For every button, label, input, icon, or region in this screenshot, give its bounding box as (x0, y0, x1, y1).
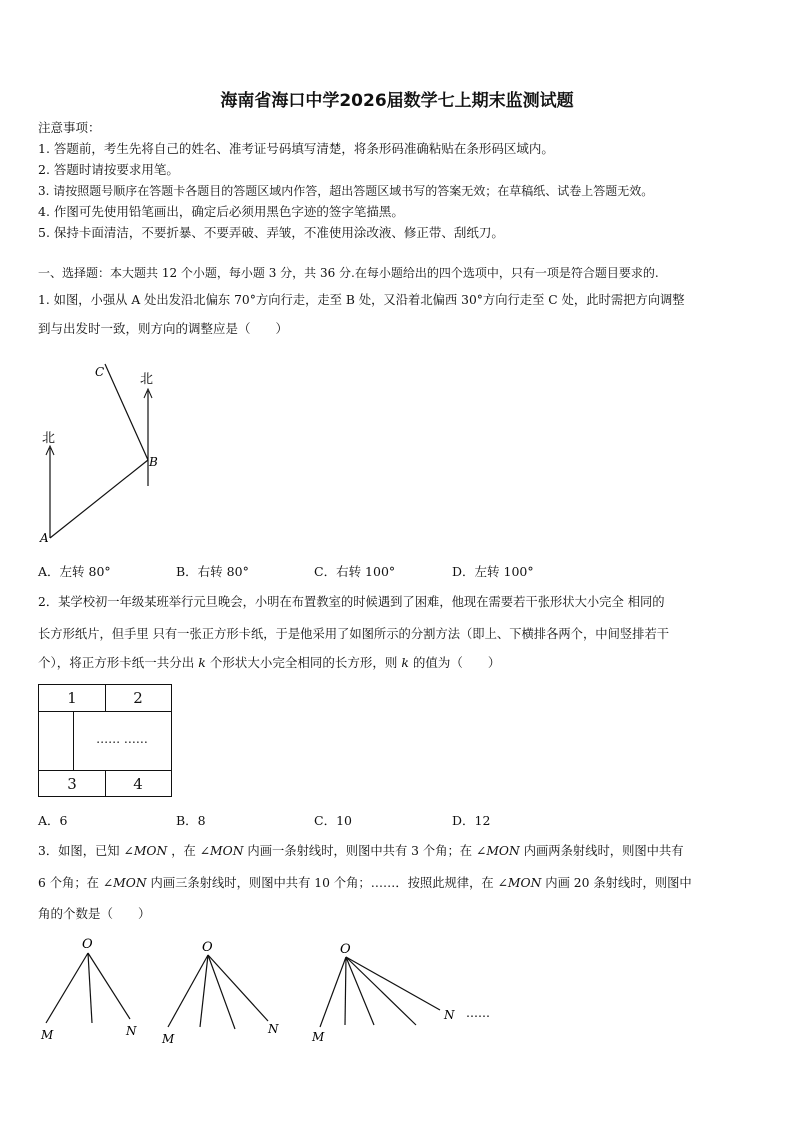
angle-mon: ∠MON (199, 844, 244, 858)
q2-option-b: B．8 (176, 813, 206, 828)
q3-text-line2 (38, 875, 692, 891)
q3-line1-part1: 3．如图，已知 (38, 844, 120, 858)
k-variable: k (198, 655, 206, 670)
q1-direction-figure (38, 358, 168, 548)
page-title: 海南省海口中学2026届数学七上期末监测试题 (220, 91, 574, 111)
q3-line1-part2: ，在 (171, 844, 196, 858)
ray-n-label: N (444, 1008, 455, 1022)
ray-m-label: M (41, 1028, 54, 1042)
rays-figure-1 (40, 937, 137, 1042)
q2-text-line1: 2．某学校初一年级某班举行元旦晚会，小明在布置教室的时候遇到了困难，他现在需要若干张形状大小完全 相同的 (38, 595, 665, 609)
grid-cell-3: 3 (67, 775, 77, 793)
grid-cell-2: 2 (133, 689, 143, 707)
point-b-label: B (149, 455, 158, 469)
point-c-label: C (95, 365, 105, 379)
q3-line2-part2: 内画三条射线时，则图中共有 10 个角；……．按照此规律，在 (150, 876, 494, 890)
q3-text-line3: 角的个数是（ ） (38, 906, 151, 921)
q1-option-a: A．左转 80° (38, 564, 111, 579)
q3-line1-part3: 内画一条射线时，则图中共有 3 个角；在 (247, 844, 473, 858)
ray-m-label: M (162, 1032, 175, 1046)
q2-option-a: A．6 (38, 813, 68, 828)
q3-line2-part1: 6 个角；在 (38, 876, 99, 890)
angle-mon: ∠MON (476, 844, 520, 858)
continuation-ellipsis: …… (466, 1006, 490, 1020)
notice-item-3: 3. 请按照题号顺序在答题卡各题目的答题区域内作答，超出答题区域书写的答案无效；在草稿纸、试卷上答题无效。 (38, 184, 654, 198)
segment-ab (50, 460, 148, 538)
q1-text-line1: 1. 如图，小强从 A 处出发沿北偏东 70°方向行走，走至 B 处，又沿着北偏西 30°方向行走至 C 处，此时需把方向调整 (38, 293, 685, 307)
k-variable: k (401, 655, 409, 670)
rays-figure-2 (161, 940, 279, 1046)
notice-item-5: 5. 保持卡面清洁，不要折暴、不要弄破、弄皱，不准使用涂改液、修正带、刮纸刀。 (38, 225, 504, 240)
angle-mon: ∠MON (497, 876, 542, 890)
notice-item-2: 2. 答题时请按要求用笔。 (38, 162, 179, 177)
q3-line2-part3: 内画 20 条射线时，则图中 (545, 876, 692, 890)
grid-ellipsis: …… …… (96, 732, 148, 746)
ray-n-label: N (268, 1022, 279, 1036)
q1-text-line2: 到与出发时一致，则方向的调整应是（ ） (38, 321, 289, 336)
angle-mon: ∠MON (102, 876, 147, 890)
q2-line3-middle: 个形状大小完全相同的长方形，则 (209, 655, 398, 670)
q1-option-d: D．左转 100° (452, 564, 534, 579)
north-label-b: 北 (140, 372, 154, 387)
q2-square-division-figure (38, 684, 172, 797)
vertex-o-label: O (340, 942, 351, 957)
angle-mon: ∠MON (123, 844, 168, 858)
q2-text-line2: 长方形纸片，但手里 只有一张正方形卡纸，于是他采用了如图所示的分割方法（即上、下横排各两个，中间竖排若干 (38, 627, 670, 641)
ray-m-label: M (312, 1030, 325, 1044)
north-label-a: 北 (42, 431, 56, 446)
q3-line1-part4: 内画两条射线时，则图中共有 (523, 844, 684, 858)
ray-n-label: N (126, 1024, 137, 1038)
notice-item-4: 4. 作图可先使用铅笔画出，确定后必须用黑色字迹的签字笔描黑。 (38, 204, 404, 219)
q2-option-d: D．12 (452, 813, 491, 828)
grid-cell-4: 4 (133, 775, 143, 793)
notice-heading: 注意事项： (38, 120, 101, 135)
q2-text-line3 (38, 655, 500, 671)
vertex-o-label: O (82, 937, 93, 952)
section-heading: 一、选择题：本大题共 12 个小题，每小题 3 分，共 36 分.在每小题给出的四个选项中，只有一项是符合题目要求的. (38, 266, 659, 280)
point-a-label: A (40, 531, 49, 545)
q1-option-b: B．右转 80° (176, 564, 249, 579)
vertex-o-label: O (202, 940, 213, 955)
q2-option-c: C．10 (314, 813, 352, 828)
q3-rays-figure (38, 935, 518, 1050)
q3-text-line1 (38, 843, 684, 859)
grid-cell-1: 1 (67, 689, 77, 707)
q2-line3-start: 个），将正方形卡纸一共分出 (38, 655, 195, 670)
rays-figure-3 (311, 942, 490, 1044)
q2-line3-end: 的值为（ ） (412, 655, 501, 670)
notice-item-1: 1. 答题前，考生先将自己的姓名、准考证号码填写清楚，将条形码准确粘贴在条形码区域内。 (38, 141, 554, 156)
q1-option-c: C．右转 100° (314, 564, 396, 579)
